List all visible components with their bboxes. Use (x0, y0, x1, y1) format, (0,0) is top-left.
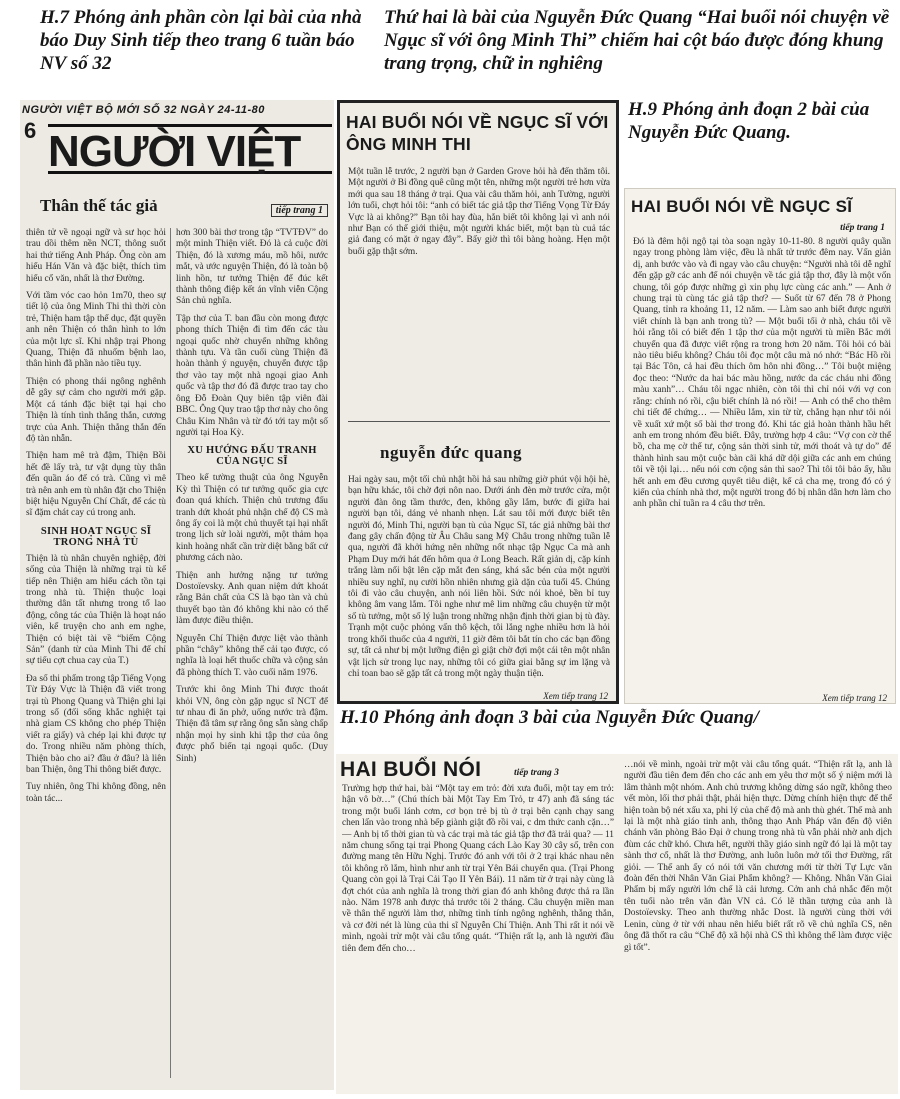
continued-label: tiếp trang 3 (514, 768, 559, 778)
clipping-h10-left (336, 754, 618, 1094)
masthead: NGƯỜI VIỆT (48, 124, 332, 174)
continued-label: tiếp trang 1 (271, 204, 328, 217)
paragraph: Trường hợp thứ hai, bài “Một tay em trỏ: đời xưa đuổi, một tay em trỏ: hận vô bờ…” (Chú thích bài Một Tay Em Trỏ, tr 47) anh đã sáng tác trong một buổi lánh cơm, cơ bọn trẻ bị tù ở trại bên cạnh chạy sang chen lấn vào trong nhà bếp giành giật đồ rồi vai, c dm thức canh cặn…” — Anh bị tổ thời gian tù và các trại mà tác giả tập thơ đã trải qua? — 11 năm chung sống tại trại Phong Quang cách Lào Kay 30 cây số, trên con đường mang tên Hữu Nghị. Trước đó anh với tôi ở 2 trại khác nhau nên tôi không rõ lắm, hình như anh từ trại Yên Bái chuyển qua. (Trại Phong Quang còn gọi là Trại Cải Tạo II Yên Bái). 11 năm từ ở trại này cùng là đợt chót của anh nghĩa là trong thời gian đó anh không được thả ra lần nào. Năm 1978 anh được thả trước tôi 2 tháng. Câu chuyện miền man về thân thế người làm thơ, những tình tính ngông nghênh, thẳng thắn, và cơ đời nét là lùng của thi sĩ Nguyễn Chí Thiện. Anh Thi rất it nói về mình, ngoài trừ một vài câu tổng quát. “Thiện rất lạ, anh là người đầu tiên đem đến cho… (342, 784, 614, 954)
paragraph: Thiện ham mê trà đậm, Thiện Bồi hết đề lấy trà, tư vật dụng tùy thân đến quần áo để có trà. Cũng vì mê trà nên anh em tù nhân đặt cho Thiện biệt hiệu Nguyễn Chí Chất, để các tù sĩ đặm chát cay cú trong anh. (26, 451, 166, 519)
paragraph: Thiện là tù nhân chuyên nghiệp, đời sống của Thiện là những trại tù kế tiếp nên Thiện am hiểu cách tồn tại trong nhà tù. Thiện thuộc loại thường dân tất nhưng trong tổ lao động, công tác của Thiện là hoạt náo viên, kể truyện cho anh em nghe, Thiện có biệt tài về “biếm Cộng Sản” (danh từ của Minh Thi để chỉ sự tiếu cợt chua cay của T.) (26, 553, 166, 667)
column-2 (176, 228, 328, 771)
article-subtitle: Thân thế tác giả (40, 196, 158, 215)
column-divider (170, 228, 171, 1078)
paragraph: …nói về mình, ngoài trừ một vài câu tổng quát. “Thiện rất lạ, anh là người đầu tiên đem đến cho các anh em yêu thơ một số ý niệm mới là lâm thành một nhóm. Anh chủ trương không dừng sáo ngữ, không theo vết mòn, lối thơ phải thật, phải hiện thực. Dừng chính hiện thực để thể hiện toàn bộ nét xấu xa, phi lý của chế độ mà anh thù ghét. Thế mà anh lại là một nhà giáo tinh anh, thông thạo Anh Pháp văn đến độ viên chánh văn phòng Bảo Đại ở chung trong nhà tù vẫn phải nhờ anh dịch đùm các chữ khó. Chưa hết, người thầy giáo sinh ngữ đó lại là một tay sành thơ cổ, nhất là thơ Đường, anh luôn luôn mở tối thơ Đường, rất giỏi. — Thế anh ấy có nói tới văn chương mới từ thời Tự Lực văn đoàn đến thời Nhân Văn Giai Phẩm không? — Không. Nhân Văn Giai Phẩm bị mấy người lớn chế là cải lương. Cởn anh chả nhắc đến một tên tuổi nào trên văn đàn VN cả. Có lẽ thần tượng của anh là Dostoïevsky. Theo anh thường nhắc Dost. là người cùng thời với Lenin, cùng ở từ với nhau nên hiểu biết rất rõ về chủ nghĩa CS, nên ông đã thốt ra câu “Chế độ xã hội nhà CS thì không thể làm được việc gì tốt”. (624, 760, 892, 953)
paragraph: Trước khi ông Minh Thi được thoát khỏi VN, ông còn gặp ngục sĩ NCT để tư nhau đi ăn phở, uống nước trà đậm. Thiện đã tâm sự rằng ông sẵn sàng chấp nhận mọi hy sinh khi tập thơ của ông được phổ biến tại ngoại quốc. (Duy Sinh) (176, 685, 328, 764)
paragraph: Tập thơ của T. ban đầu còn mong được phong thích Thiện đi tìm đến các tàu ngoại quốc nhờ chuyển những không thành tựu. Và tần cuối cùng Thiện đã hoàn thành ý nguyện, chuyển được tập thơ vào tay một nhà ngoại giao Anh quốc và tập thơ đó đã được trao tay cho ông Đỗ Đoàn Quy biên tập viên đài BBC. Ông Quy trao tập thơ này cho ông Châu Kim Nhân và từ đó tới tay một số người tại Hoa Kỳ. (176, 313, 328, 438)
continued-footer: Xem tiếp trang 12 (822, 693, 887, 703)
paragraph: Đó là đêm hội ngộ tại tòa soạn ngày 10-11-80. 8 người quây quần ngay trong phòng làm việc, đều là nhất tử trước đêm nay. Vấn giản dị, anh bước vào và đi ngay vào câu chuyện: “Người nhà tôi dễ nghĩ đến gặp gỡ các anh để nói chuyện về tác giả tập thơ, đây là một vốn chung, tôi góp được những gì xin phụ lực cùng các anh.” — Anh ở chung trại tù cùng tác giả tập thơ? — Suốt từ 67 đến 78 ở Phong Quang, tỉnh ra khoảng 11, 12 năm. — Làm sao anh biết được người viết chính là bạn anh trong tù? — Một buổi tối ở nhà, cháu tôi về hỏi rằng tôi có biết đến 1 tập thơ của một người tù miền Bắc mới chuyển qua đã được viết rộng ra trong hơn 20 năm. Tôi hỏi có bài nào tiêu biểu không? Cháu tôi đọc một câu mà nó nhớ: “Bác Hồ rồi tại Bác Tôn, cả hai đều thích ôm hôn nhi đồng…” Tôi buột miệng đọc theo: “Nước da hai bác màu hồng, nước da các cháu nhi đồng màu xanh”… Cháu tôi ngạc nhiên, còn tôi thì chỉ nói với vợ con rằng: chính nó rồi, cậu biết chính là nó rồi! — Anh có thể cho thêm chi tiết để chứng… — Nhiều lắm, xin từ từ, chẳng hạn như tôi nói về xuất xứ một số bài thơ trong đó. Khi tác giả hoàn thành hầu hết anh em trong nhóm đều biết. Đây, trường hợp 4 câu: “Vợ con cờ thể bồ, cha mẹ cờ thể tư, cộng sản thời sinh tử, mới thoát và tự do” để thành hình sau một cuộc bàn cãi khá dữ dội giữa các anh em chúng tôi về tội lại… nếu nói cơn cộng sản thì sao? Thì tôi tôi bảo ấy, hầu hết anh em đều cương quyết tiêu diệt, kể cả cha mẹ, trong đó có ý kiến của chính nhà thơ, một người trong đó bị nhân dân hơn làm cho anh phần chỉ tuần ra 4 câu thơ trên. (633, 237, 891, 510)
clipping-h9 (624, 188, 896, 704)
article-title: HAI BUỔI NÓI VỀ NGỤC SĨ VỚI ÔNG MINH THI (346, 112, 609, 154)
paragraph: Thiện có phong thái ngông nghênh dễ gây sự cảm cho người mới gặp. Một cá tánh đặc biệt tại hại cho Thiện là tính tình thẳng thắn, cương trực của Anh. Thiện thẳng thắn đến độ tàn nhẫn. (26, 376, 166, 444)
paragraph: Đa số thi phẩm trong tập Tiếng Vọng Từ Đáy Vực là Thiện đã viết trong trại tù Phong Quang và Thiện ghi lại trong sổ (đối sống khắc nghiệt tại nhà giam CS không cho phép Thiện viết ra giấy) và chép lại khi được tự do. Trong nhiều năm phòng thích, Thiện bào cho ai? đầu ở đâu? là liên ban Thiện, ông Thi thông biết được. (26, 673, 166, 776)
caption-h9: H.9 Phóng ảnh đoạn 2 bài của Nguyễn Đức Quang. (628, 99, 870, 143)
caption-h8: Thứ hai là bài của Nguyễn Đức Quang “Hai buổi nói chuyện về Ngục sĩ với ông Minh Thi” chiếm hai cột báo được đóng khung trang trọng, chữ in nghiêng (384, 7, 890, 74)
section-heading: SINH HOẠT NGỤC SĨ TRONG NHÀ TÙ (40, 525, 152, 548)
paragraph: Với tầm vóc cao hỏn 1m70, theo sự tiết lộ của ông Minh Thi thì thời còn trẻ, Thiện ham tập thể dục, đặt quyền anh nên Thiện có thân hình to lớn của một lực sĩ. Khi nhập trại Phong Quang, Thiện đã nhuốm bệnh lao, thân hình đã phần nào tiều tụy. (26, 291, 166, 370)
clipping-h7 (20, 100, 334, 1090)
section-heading: XU HƯỚNG ĐẤU TRANH CỦA NGỤC SĨ (187, 445, 317, 468)
paragraph: Nguyễn Chí Thiện được liệt vào thành phần “chây” không thể cải tạo được, có nghĩa là loại hết thuốc chữa và cộng sản đã phòng thích T. vào cuối năm 1976. (176, 633, 328, 678)
clipping-h8 (337, 100, 619, 704)
paragraph: Theo kể tường thuật của ông Nguyễn Kỳ thì Thiện có tư tưởng quốc gia cực đoan quá khích. Thiện chủ trương đấu tranh dứt khoát phủ nhận chế độ CS mà ông ấy coi là một chủ thuyết tại hại nhất trong lịch sử loài người, một thảm họa kinh hoàng nhất cần trừ diệt bằng bất cứ phương cách nào. (176, 473, 328, 564)
column-1 (26, 228, 166, 811)
paragraph: thiên tử về ngoại ngữ và sư học hỏi trau dồi thêm nền NCT, thông suốt hai thứ tiếng Anh Pháp. Ông còn am hiểu Hán Văn và đặc biệt, thích tìm hiểu cổ văn, nhất là thơ Đường. (26, 228, 166, 284)
paragraph: Thiện anh hưởng nặng tư tưởng Dostoïevsky. Anh quan niệm dứt khoát rằng Bản chất của CS là bạo tàn và chủ thuyết bạo tàn đó không khi nào có thể làm được điều thiện. (176, 570, 328, 627)
paragraph: hơn 300 bài thơ trong tập “TVTĐV” do một minh Thiện viết. Đó là cả cuộc đời Thiện, đó là xương máu, mồ hôi, nước mắt, và ước nguyện Thiện, đó là toàn bộ linh hồn, tư tưởng Thiện để đúc kết thành thông điệp kết án vĩnh viễn Cộng Sản chủ nghĩa. (176, 228, 328, 307)
paragraph: Một tuần lễ trước, 2 người bạn ở Garden Grove hỏi hà đến thăm tôi. Một người ở Bi đồng quê cũng một tên, những một người trẻ hơn vừa mới qua sau 18 tháng ở trại. Qua vài câu thăm hỏi, anh Tường, người lớn tuổi, chợt hỏi tôi: “anh có biết tác giả tập thơ Tiếng Vọng Từ Đáy Vực là ai không?” Bạn tôi hay đùa, hắn biết tôi không lại vì anh nói như Bạn có thể giới thiệu, một người khác biết, một bạn tù cuả tác giả đang có mặt ở ngay đây”. Bấy giờ thì tôi bàng hoàng. Hẹn một buổi gặp thật sớm. (348, 167, 610, 257)
issue-header: NGƯỜI VIỆT BỘ MỚI SỐ 32 NGÀY 24-11-80 (22, 104, 265, 116)
article-title: HAI BUỔI NÓI VỀ NGỤC SĨ (631, 197, 853, 216)
paragraph: Tuy nhiên, ông Thi không đồng, nên toàn tác... (26, 782, 166, 804)
clipping-h10-right (618, 754, 898, 1094)
author-byline: nguyễn đức quang (380, 443, 522, 462)
paragraph: Hai ngày sau, một tối chủ nhật hồi hả sau những giờ phút vội hội hè, bạn hữu khác, tôi chờ đợi nôn nao. Dưới ánh đèn mờ trước cửa, một người đàn ông tầm thước, đen, không gầy lắm, bước đi giữa hai người bạn tôi, dáng vẻ nhanh nhẹn. Lát sau tôi mới được biết tên người đó, Minh Thi, người bạn tù của Ngục Sĩ, tác giả những bài thơ đang gây chấn động từ Âu Châu sang Mỹ Châu trong những tuần lễ qua, người đã khởi hứng nên những nốt nhạc tập Ngục Ca mà anh Phạm Duy mới hát đến hôm qua ở Long Beach. Rất giản dị, cặp kính trắng làm nổi bật lên cặp mắt đen sáng, khá sắc bén của một người nhiều suy nghĩ, nụ cười hồn nhiên nhưng già dặn của tuổi 45. Chúng tôi đi vào câu chuyện, anh nói liên hồi. Sức nói khoẻ, bền bỉ tuy không âm vang lắm. Tôi nghe như mê lim những câu chuyện từ một số tù tưởng, một số lý luận trong những nhận định thời gian bị tù đày. Trạnh một cuộc phỏng vấn thô kệch, tôi lắng nghe nhiều hơn là hỏi trong khổi thuốc của 4 người, 11 giờ đêm tôi bắt tín cho các bạn đồng sự, tất cả như bị một lưỡng điện gì giật chờ đợi một cái tên một nhân vật lịch sử trong lục nay, những tôi có giữa giai bằng sự im lặng và chỉ toan bao sẽ gặp tất cả trong một ngày thuận tiện. (348, 475, 610, 679)
article-title: HAI BUỔI NÓI (340, 758, 482, 781)
continued-footer: Xem tiếp trang 12 (543, 691, 608, 701)
caption-h7: H.7 Phóng ảnh phần còn lại bài của nhà báo Duy Sinh tiếp theo trang 6 tuần báo NV số 32 (40, 7, 362, 74)
continued-label: tiếp trang 1 (840, 223, 885, 233)
caption-h10: H.10 Phóng ảnh đoạn 3 bài của Nguyễn Đức Quang/ (340, 707, 759, 728)
page-number: 6 (24, 118, 37, 143)
divider (348, 421, 610, 422)
